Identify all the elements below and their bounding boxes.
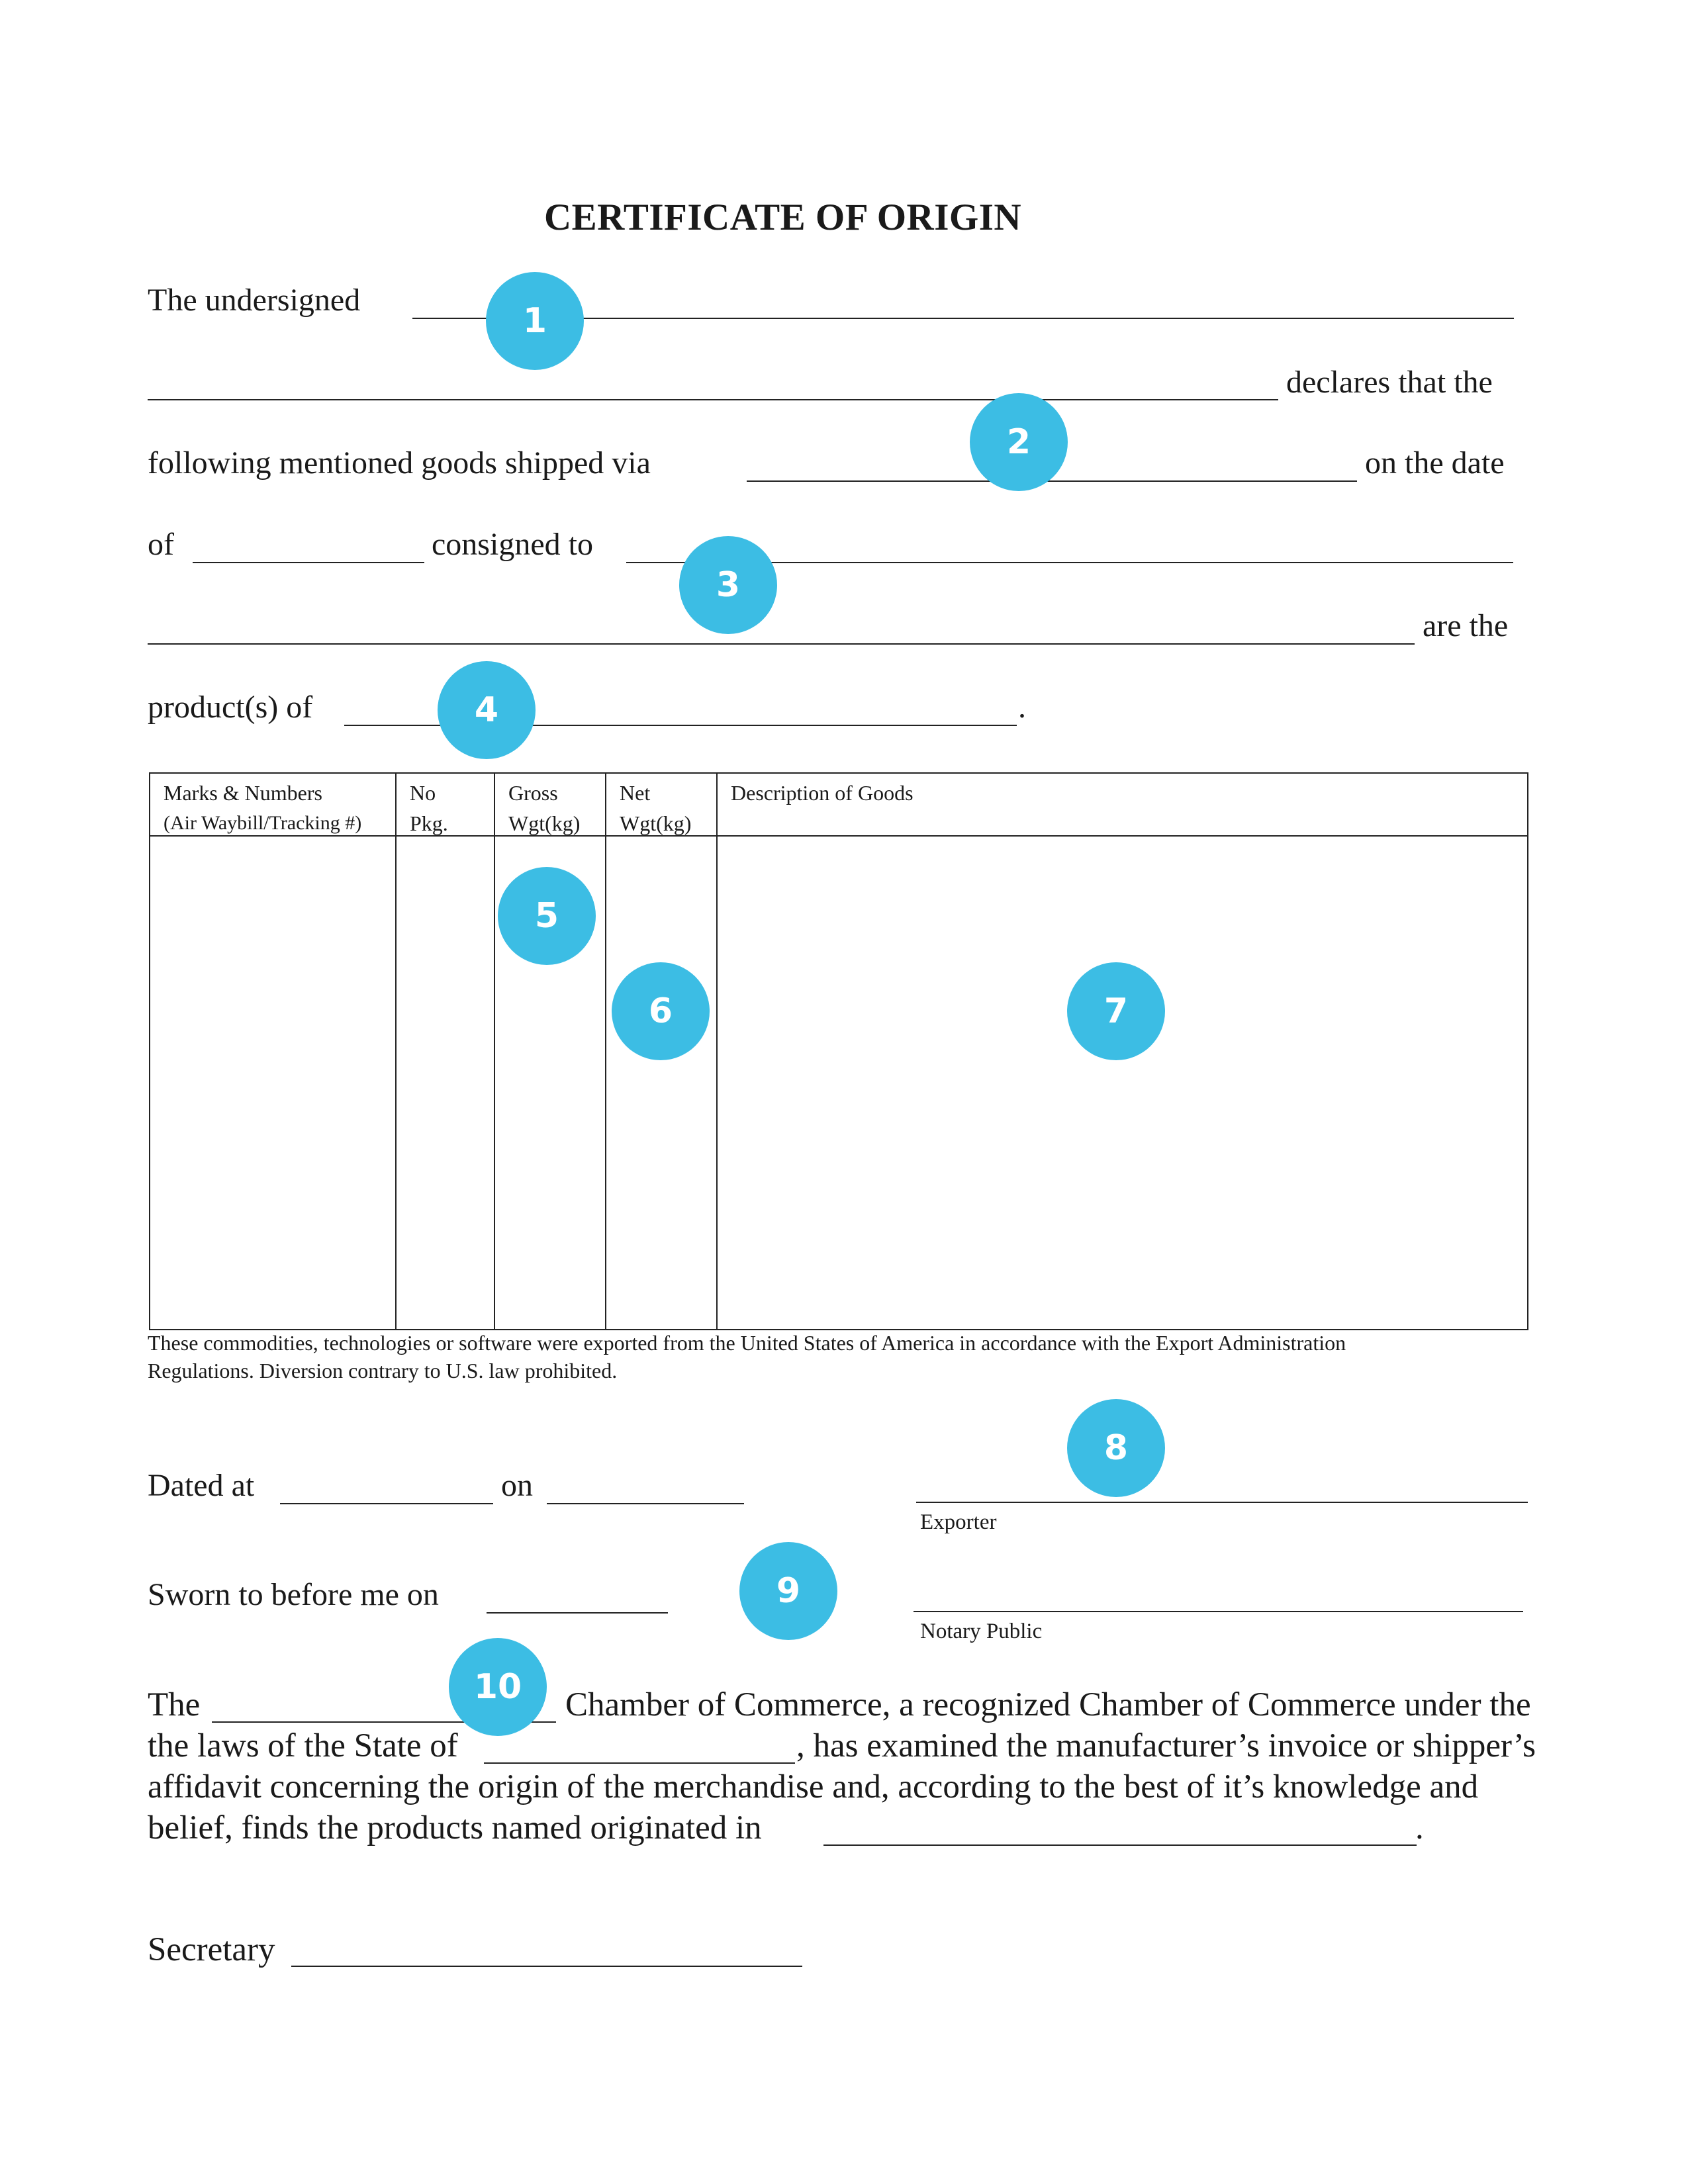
chamber-line2-rest: , has examined the manufacturer’s invoice or shipper’s <box>796 1727 1536 1764</box>
header-gross-line2: Wgt(kg) <box>508 811 581 835</box>
chamber-line4-end: . <box>1415 1809 1424 1846</box>
cell-net-weight[interactable] <box>607 837 715 1329</box>
callout-badge-6: 6 <box>612 962 710 1060</box>
dated-on-field[interactable] <box>547 1503 744 1504</box>
cell-description[interactable] <box>718 837 1527 1329</box>
header-marks-numbers-sub: (Air Waybill/Tracking #) <box>164 812 362 834</box>
period: . <box>1018 690 1026 725</box>
cell-marks-numbers[interactable] <box>150 837 394 1329</box>
label-are-the: are the <box>1423 608 1509 643</box>
header-net-line2: Wgt(kg) <box>620 811 692 835</box>
callout-badge-2: 2 <box>970 393 1068 491</box>
label-on: on <box>501 1468 533 1503</box>
shipped-via-field[interactable] <box>747 480 1357 482</box>
label-sworn-before-me: Sworn to before me on <box>148 1577 439 1612</box>
sworn-date-field[interactable] <box>487 1612 668 1614</box>
header-marks-numbers <box>164 778 361 839</box>
header-gross-line1: Gross <box>508 781 558 805</box>
callout-badge-7: 7 <box>1067 962 1165 1060</box>
header-no-pkg-line2: Pkg. <box>410 811 448 835</box>
table-col-divider <box>605 774 606 1329</box>
callout-badge-5: 5 <box>498 867 596 965</box>
header-gross-weight <box>508 778 580 839</box>
header-net-weight <box>620 778 691 839</box>
callout-badge-9: 9 <box>739 1542 837 1640</box>
chamber-line2-start: the laws of the State of <box>148 1727 458 1764</box>
consignee-field-cont[interactable] <box>148 643 1415 645</box>
cell-no-pkg[interactable] <box>397 837 492 1329</box>
label-dated-at: Dated at <box>148 1468 255 1503</box>
label-on-the-date: on the date <box>1365 445 1505 480</box>
callout-badge-3: 3 <box>679 536 777 634</box>
header-no-pkg <box>410 778 448 839</box>
chamber-line3: affidavit concerning the origin of the merchandise and, according to the best of it’s knowledge and <box>148 1768 1479 1805</box>
label-exporter: Exporter <box>920 1510 997 1534</box>
label-shipped-via: following mentioned goods shipped via <box>148 445 651 480</box>
export-notice-line1: These commodities, technologies or software were exported from the United States of America in accordance with the Export Administration <box>148 1331 1346 1355</box>
label-consigned-to: consigned to <box>432 527 593 562</box>
label-secretary: Secretary <box>148 1931 275 1968</box>
callout-badge-8: 8 <box>1067 1399 1165 1497</box>
exporter-signature-field[interactable] <box>916 1502 1528 1503</box>
notary-signature-field[interactable] <box>914 1611 1523 1612</box>
label-the: The <box>148 1686 201 1723</box>
header-no-pkg-line1: No <box>410 781 436 805</box>
secretary-signature-field[interactable] <box>291 1966 802 1967</box>
table-col-divider <box>494 774 495 1329</box>
label-notary-public: Notary Public <box>920 1619 1043 1643</box>
ship-date-field[interactable] <box>193 562 424 563</box>
table-col-divider <box>395 774 397 1329</box>
document-title: CERTIFICATE OF ORIGIN <box>544 197 1022 238</box>
header-net-line1: Net <box>620 781 651 805</box>
chamber-line4-start: belief, finds the products named originated in <box>148 1809 762 1846</box>
callout-badge-1: 1 <box>486 272 584 370</box>
state-field[interactable] <box>484 1762 795 1764</box>
label-of: of <box>148 527 174 562</box>
undersigned-name-field-cont[interactable] <box>148 399 1278 400</box>
dated-at-field[interactable] <box>280 1503 493 1504</box>
goods-table <box>149 772 1528 1330</box>
label-products-of: product(s) of <box>148 690 313 725</box>
callout-badge-4: 4 <box>438 661 536 759</box>
label-declares-that-the: declares that the <box>1286 365 1493 400</box>
header-description-label: Description of Goods <box>731 781 914 805</box>
table-col-divider <box>716 774 718 1329</box>
header-description <box>731 778 914 808</box>
chamber-line1: Chamber of Commerce, a recognized Chamber of Commerce under the <box>565 1686 1531 1723</box>
export-notice-line2: Regulations. Diversion contrary to U.S. law prohibited. <box>148 1359 618 1383</box>
callout-badge-10: 10 <box>449 1638 547 1736</box>
origin-country-field[interactable] <box>823 1844 1417 1846</box>
label-the-undersigned: The undersigned <box>148 283 361 318</box>
header-marks-numbers-label: Marks & Numbers <box>164 781 322 805</box>
